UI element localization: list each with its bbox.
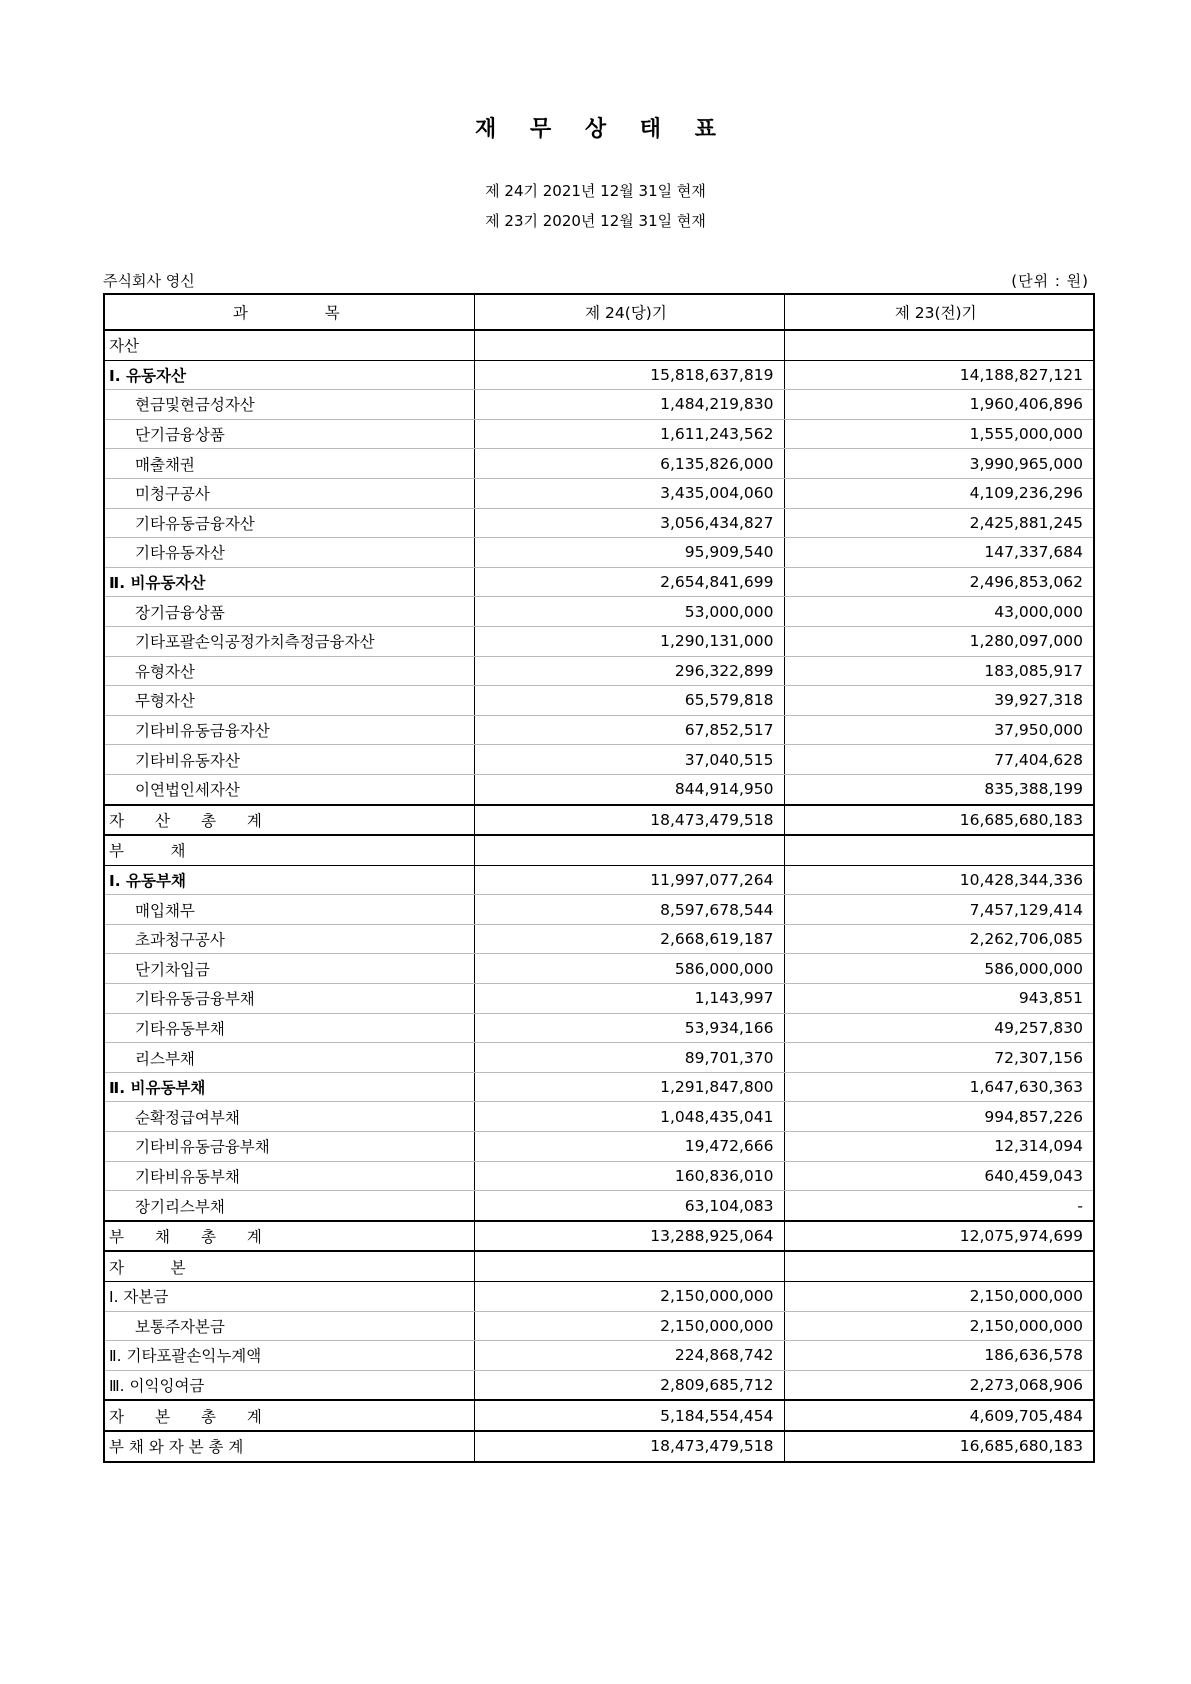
current-value: 2,150,000,000 (474, 1311, 784, 1341)
header-current-period: 제 24(당)기 (474, 294, 784, 330)
row-label: 기타비유동자산 (104, 745, 474, 775)
current-value: 89,701,370 (474, 1043, 784, 1073)
prior-value: 39,927,318 (784, 686, 1094, 716)
prior-value: 43,000,000 (784, 597, 1094, 627)
prior-value: 1,555,000,000 (784, 419, 1094, 449)
current-value: 11,997,077,264 (474, 865, 784, 895)
table-row (104, 360, 1094, 390)
table-header-row (104, 294, 1094, 330)
table-row (104, 1102, 1094, 1132)
table-row (104, 390, 1094, 420)
row-label: Ⅲ. 이익잉여금 (104, 1370, 474, 1400)
prior-value: 586,000,000 (784, 954, 1094, 984)
prior-value: 1,647,630,363 (784, 1072, 1094, 1102)
row-label: 초과청구공사 (104, 924, 474, 954)
document-title: 재 무 상 태 표 (475, 117, 729, 142)
current-value: 2,809,685,712 (474, 1370, 784, 1400)
prior-value: 16,685,680,183 (784, 805, 1094, 836)
current-value: 6,135,826,000 (474, 449, 784, 479)
prior-period: 제 23기 2020년 12월 31일 현재 (485, 212, 706, 230)
prior-value: 994,857,226 (784, 1102, 1094, 1132)
table-row (104, 924, 1094, 954)
row-label: 순확정급여부채 (104, 1102, 474, 1132)
current-value: 586,000,000 (474, 954, 784, 984)
prior-value: - (784, 1191, 1094, 1221)
prior-value: 943,851 (784, 984, 1094, 1014)
prior-value: 77,404,628 (784, 745, 1094, 775)
table-row (104, 538, 1094, 568)
current-value: 1,048,435,041 (474, 1102, 784, 1132)
prior-value: 4,109,236,296 (784, 478, 1094, 508)
unit-label: (단위 : 원) (1011, 272, 1089, 290)
prior-value: 12,075,974,699 (784, 1221, 1094, 1252)
row-label: Ⅰ. 자본금 (104, 1282, 474, 1312)
current-value: 2,150,000,000 (474, 1282, 784, 1312)
header-prior-period: 제 23(전)기 (784, 294, 1094, 330)
current-value: 19,472,666 (474, 1132, 784, 1162)
row-label: 자산 (104, 330, 474, 360)
row-label: 자 산 총 계 (104, 805, 474, 836)
current-value: 1,611,243,562 (474, 419, 784, 449)
table-row (104, 508, 1094, 538)
current-value: 18,473,479,518 (474, 805, 784, 836)
prior-value: 2,496,853,062 (784, 567, 1094, 597)
table-row (104, 1013, 1094, 1043)
current-period: 제 24기 2021년 12월 31일 현재 (485, 182, 706, 200)
table-row (104, 1043, 1094, 1073)
table-row (104, 1370, 1094, 1400)
prior-value: 2,425,881,245 (784, 508, 1094, 538)
prior-value: 2,150,000,000 (784, 1311, 1094, 1341)
prior-value: 72,307,156 (784, 1043, 1094, 1073)
header-account: 과 목 (104, 294, 474, 330)
prior-value: 16,685,680,183 (784, 1431, 1094, 1462)
row-label: 매출채권 (104, 449, 474, 479)
prior-value (784, 330, 1094, 360)
table-row (104, 1311, 1094, 1341)
current-value: 296,322,899 (474, 656, 784, 686)
row-label: 기타비유동금융자산 (104, 715, 474, 745)
row-label: 장기리스부채 (104, 1191, 474, 1221)
table-row (104, 805, 1094, 836)
prior-value: 14,188,827,121 (784, 360, 1094, 390)
row-label: 자 본 총 계 (104, 1400, 474, 1431)
current-value: 3,056,434,827 (474, 508, 784, 538)
table-row (104, 330, 1094, 360)
prior-value (784, 835, 1094, 865)
table-row (104, 626, 1094, 656)
row-label: 부 채 (104, 835, 474, 865)
current-value: 53,934,166 (474, 1013, 784, 1043)
row-label: 단기차입금 (104, 954, 474, 984)
prior-value: 49,257,830 (784, 1013, 1094, 1043)
row-label: 유형자산 (104, 656, 474, 686)
row-label: Ⅰ. 유동자산 (104, 360, 474, 390)
current-value: 67,852,517 (474, 715, 784, 745)
table-row (104, 1072, 1094, 1102)
row-label: 부 채 총 계 (104, 1221, 474, 1252)
row-label: 기타비유동부채 (104, 1161, 474, 1191)
current-value: 65,579,818 (474, 686, 784, 716)
table-row (104, 984, 1094, 1014)
prior-value: 1,280,097,000 (784, 626, 1094, 656)
current-value: 1,290,131,000 (474, 626, 784, 656)
table-row (104, 1341, 1094, 1371)
current-value: 844,914,950 (474, 774, 784, 804)
table-row (104, 1221, 1094, 1252)
current-value: 2,668,619,187 (474, 924, 784, 954)
prior-value: 3,990,965,000 (784, 449, 1094, 479)
row-label: 리스부채 (104, 1043, 474, 1073)
row-label: 미청구공사 (104, 478, 474, 508)
current-value (474, 1251, 784, 1281)
current-value: 37,040,515 (474, 745, 784, 775)
table-row (104, 1400, 1094, 1431)
current-value: 1,484,219,830 (474, 390, 784, 420)
company-name: 주식회사 영신 (103, 272, 195, 290)
current-value (474, 330, 784, 360)
current-value: 2,654,841,699 (474, 567, 784, 597)
table-row (104, 419, 1094, 449)
table-row (104, 715, 1094, 745)
table-row (104, 1282, 1094, 1312)
row-label: Ⅱ. 기타포괄손익누계액 (104, 1341, 474, 1371)
row-label: 단기금융상품 (104, 419, 474, 449)
prior-value: 37,950,000 (784, 715, 1094, 745)
prior-value: 147,337,684 (784, 538, 1094, 568)
table-row (104, 774, 1094, 804)
prior-value: 7,457,129,414 (784, 895, 1094, 925)
current-value: 3,435,004,060 (474, 478, 784, 508)
row-label: 자 본 (104, 1251, 474, 1281)
table-row (104, 1251, 1094, 1281)
current-value: 15,818,637,819 (474, 360, 784, 390)
prior-value: 1,960,406,896 (784, 390, 1094, 420)
row-label: Ⅰ. 유동부채 (104, 865, 474, 895)
table-row (104, 1431, 1094, 1462)
current-value: 1,143,997 (474, 984, 784, 1014)
row-label: 매입채무 (104, 895, 474, 925)
table-row (104, 745, 1094, 775)
current-value: 8,597,678,544 (474, 895, 784, 925)
prior-value: 2,150,000,000 (784, 1282, 1094, 1312)
table-row (104, 686, 1094, 716)
table-row (104, 567, 1094, 597)
current-value: 13,288,925,064 (474, 1221, 784, 1252)
current-value: 1,291,847,800 (474, 1072, 784, 1102)
current-value: 18,473,479,518 (474, 1431, 784, 1462)
table-row (104, 1132, 1094, 1162)
table-row (104, 478, 1094, 508)
row-label: 이연법인세자산 (104, 774, 474, 804)
current-value: 63,104,083 (474, 1191, 784, 1221)
table-row (104, 597, 1094, 627)
prior-value: 10,428,344,336 (784, 865, 1094, 895)
table-row (104, 1191, 1094, 1221)
current-value: 53,000,000 (474, 597, 784, 627)
row-label: 부 채 와 자 본 총 계 (104, 1431, 474, 1462)
prior-value: 183,085,917 (784, 656, 1094, 686)
prior-value: 12,314,094 (784, 1132, 1094, 1162)
current-value (474, 835, 784, 865)
prior-value: 186,636,578 (784, 1341, 1094, 1371)
balance-sheet-table (103, 293, 1095, 1463)
table-row (104, 865, 1094, 895)
row-label: Ⅱ. 비유동부채 (104, 1072, 474, 1102)
prior-value: 2,273,068,906 (784, 1370, 1094, 1400)
table-row (104, 449, 1094, 479)
table-row (104, 954, 1094, 984)
current-value: 224,868,742 (474, 1341, 784, 1371)
row-label: 기타비유동금융부채 (104, 1132, 474, 1162)
row-label: 기타유동부채 (104, 1013, 474, 1043)
row-label: 현금및현금성자산 (104, 390, 474, 420)
row-label: 기타포괄손익공정가치측정금융자산 (104, 626, 474, 656)
row-label: Ⅱ. 비유동자산 (104, 567, 474, 597)
row-label: 기타유동자산 (104, 538, 474, 568)
table-row (104, 835, 1094, 865)
row-label: 기타유동금융자산 (104, 508, 474, 538)
current-value: 5,184,554,454 (474, 1400, 784, 1431)
prior-value: 835,388,199 (784, 774, 1094, 804)
table-row (104, 895, 1094, 925)
row-label: 보통주자본금 (104, 1311, 474, 1341)
table-body (104, 330, 1094, 1462)
prior-value: 4,609,705,484 (784, 1400, 1094, 1431)
row-label: 무형자산 (104, 686, 474, 716)
current-value: 95,909,540 (474, 538, 784, 568)
row-label: 기타유동금융부채 (104, 984, 474, 1014)
prior-value: 2,262,706,085 (784, 924, 1094, 954)
prior-value: 640,459,043 (784, 1161, 1094, 1191)
current-value: 160,836,010 (474, 1161, 784, 1191)
table-row (104, 1161, 1094, 1191)
row-label: 장기금융상품 (104, 597, 474, 627)
prior-value (784, 1251, 1094, 1281)
table-row (104, 656, 1094, 686)
